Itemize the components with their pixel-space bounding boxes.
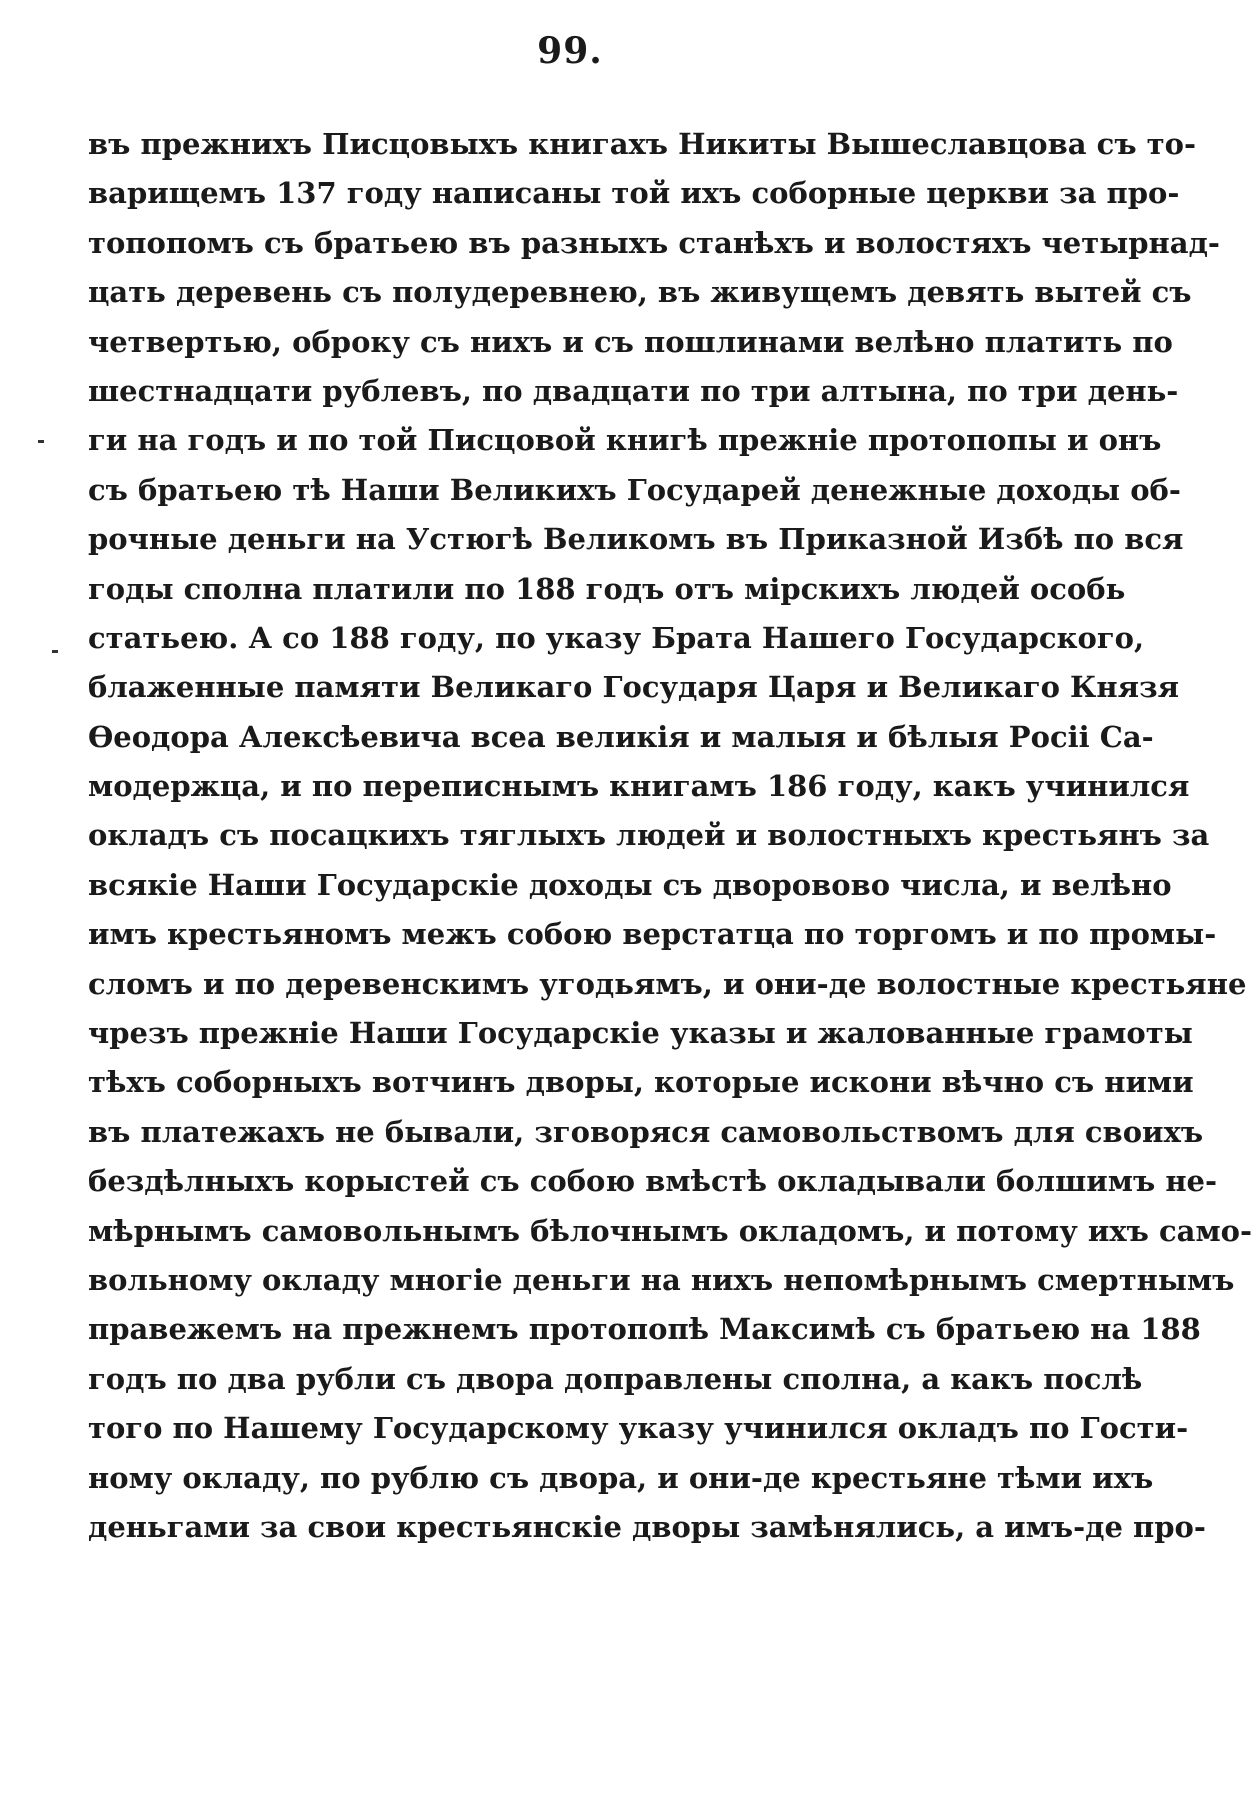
text-line: статьею. А со 188 году, по указу Брата Нашего Государского, xyxy=(88,620,1145,655)
text-line: варищемъ 137 году написаны той ихъ соборные церкви за про- xyxy=(88,176,1180,211)
text-line: бездѣлныхъ корыстей съ собою вмѣстѣ окладывали болшимъ не- xyxy=(88,1164,1218,1199)
margin-mark xyxy=(38,440,44,443)
text-line: блаженные памяти Великаго Государя Царя и Великаго Князя xyxy=(88,670,1179,705)
text-line: Ѳеодора Алексѣевича всеа великія и малыя и бѣлыя Росіі Са- xyxy=(88,719,1154,754)
text-line: годы сполна платили по 188 годъ отъ мірскихъ людей особь xyxy=(88,571,1126,606)
text-line: топопомъ съ братьею въ разныхъ станѣхъ и волостяхъ четырнад- xyxy=(88,225,1220,260)
text-line: мѣрнымъ самовольнымъ бѣлочнымъ окладомъ, и потому ихъ само- xyxy=(88,1213,1252,1248)
text-line: шестнадцати рублевъ, по двадцати по три алтына, по три день- xyxy=(88,373,1179,408)
text-line: рочные деньги на Устюгѣ Великомъ въ Приказной Избѣ по вся xyxy=(88,522,1184,557)
text-line: правежемъ на прежнемъ протопопѣ Максимѣ съ братьею на 188 xyxy=(88,1312,1201,1347)
text-line: деньгами за свои крестьянскіе дворы замѣнялись, а имъ-де про- xyxy=(88,1509,1206,1544)
text-line: съ братьею тѣ Наши Великихъ Государей денежные доходы об- xyxy=(88,472,1181,507)
text-line: ги на годъ и по той Писцовой книгѣ прежніе протопопы и онъ xyxy=(88,423,1162,458)
text-line: окладъ съ посацкихъ тяглыхъ людей и волостныхъ крестьянъ за xyxy=(88,818,1210,853)
text-line: годъ по два рубли съ двора доправлены сполна, а какъ послѣ xyxy=(88,1361,1143,1396)
page-number: 99. xyxy=(537,30,603,72)
text-line: всякіе Наши Государскіе доходы съ дворовово числа, и велѣно xyxy=(88,867,1172,902)
text-line: модержца, и по переписнымъ книгамъ 186 году, какъ учинился xyxy=(88,769,1190,804)
margin-mark xyxy=(52,650,58,653)
text-line: чрезъ прежніе Наши Государскіе указы и жалованные грамоты xyxy=(88,1016,1193,1051)
text-line: четвертью, оброку съ нихъ и съ пошлинами велѣно платить по xyxy=(88,324,1173,359)
text-line: тѣхъ соборныхъ вотчинъ дворы, которые искони вѣчно съ ними xyxy=(88,1065,1194,1100)
body-text xyxy=(88,120,1252,1552)
text-line: ному окладу, по рублю съ двора, и они-де крестьяне тѣми ихъ xyxy=(88,1460,1154,1495)
text-line: сломъ и по деревенскимъ угодьямъ, и они-де волостные крестьяне xyxy=(88,966,1247,1001)
text-line: въ платежахъ не бывали, зговоряся самовольствомъ для своихъ xyxy=(88,1114,1204,1149)
text-line: того по Нашему Государскому указу учинился окладъ по Гости- xyxy=(88,1411,1189,1446)
text-line: въ прежнихъ Писцовыхъ книгахъ Никиты Вышеславцова съ то- xyxy=(88,127,1197,161)
text-line: вольному окладу многіе деньги на нихъ непомѣрнымъ смертнымъ xyxy=(88,1262,1235,1297)
text-line: цать деревень съ полудеревнею, въ живущемъ девять вытей съ xyxy=(88,275,1192,310)
text-line: имъ крестьяномъ межъ собою верстатца по торгомъ и по промы- xyxy=(88,917,1217,952)
